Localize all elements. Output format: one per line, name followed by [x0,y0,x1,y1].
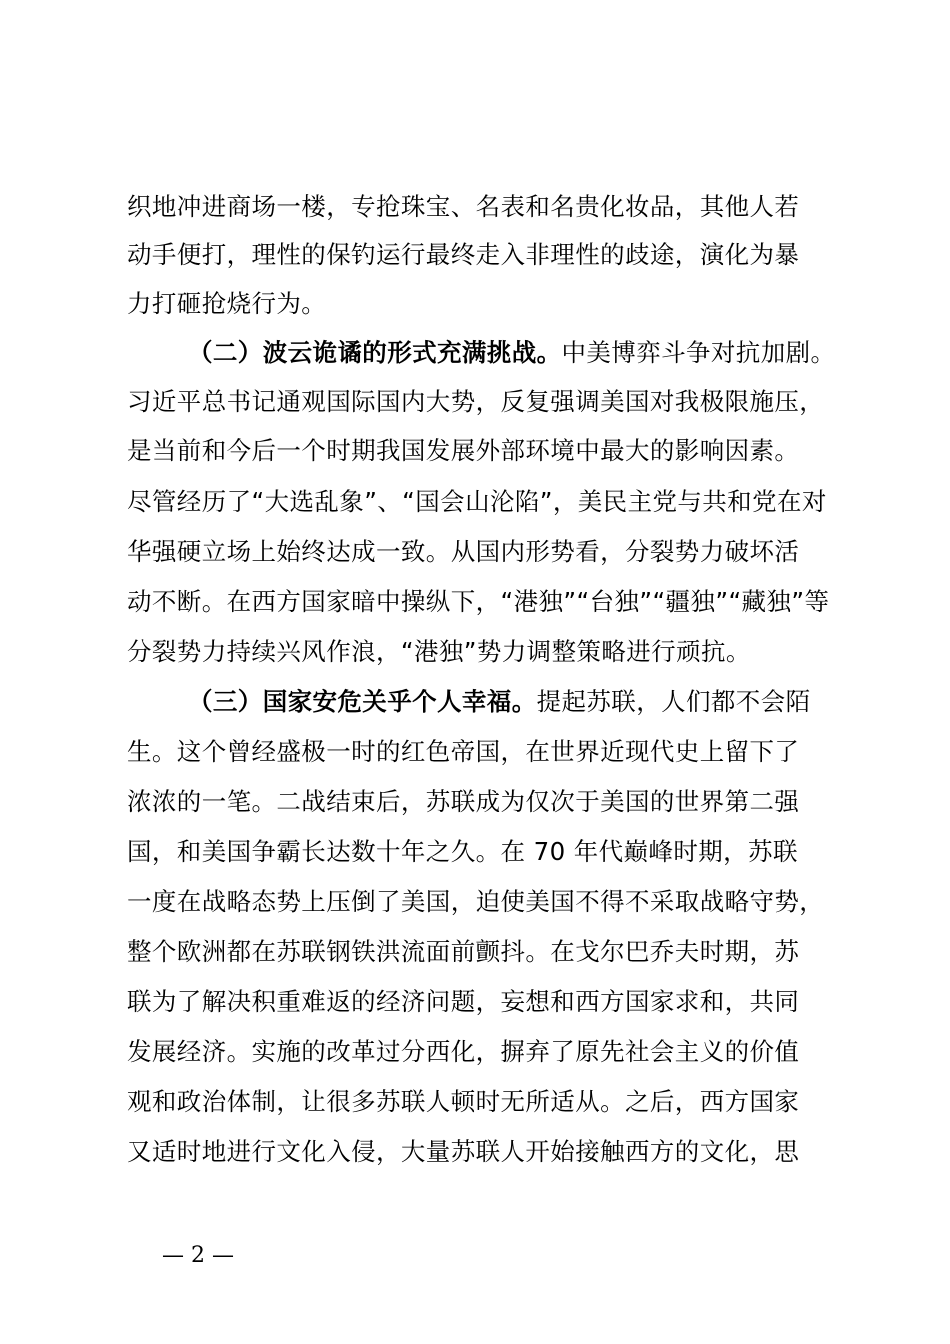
body-line: 动不断。在西方国家暗中操纵下，“港独”“台独”“疆独”“藏独”等 [127,587,830,616]
body-line: 动手便打，理性的保钓运行最终走入非理性的歧途，演化为暴 [127,240,800,269]
section-heading-2: （二）波云诡谲的形式充满挑战。 [188,338,562,367]
body-line: 一度在战略态势上压倒了美国，迫使美国不得不采取战略守势， [127,887,825,916]
body-line: 联为了解决积重难返的经济问题，妄想和西方国家求和，共同 [127,987,800,1016]
body-line: 习近平总书记通观国际国内大势，反复强调美国对我极限施压， [127,387,825,416]
page-number: — 2 — [162,1243,234,1268]
body-line: 又适时地进行文化入侵，大量苏联人开始接触西方的文化，思 [127,1137,800,1166]
body-line: 力打砸抢烧行为。 [127,289,327,318]
section-heading-3: （三）国家安危关乎个人幸福。 [188,687,537,716]
body-line: 织地冲进商场一楼，专抢珠宝、名表和名贵化妆品，其他人若 [127,192,800,221]
body-text: 提起苏联，人们都不会陌 [536,687,811,716]
body-line: 国，和美国争霸长达数十年之久。在 70 年代巅峰时期，苏联 [127,837,798,866]
paragraph-line-first [188,338,836,368]
body-line: 浓浓的一笔。二战结束后，苏联成为仅次于美国的世界第二强 [127,787,800,816]
body-line: 发展经济。实施的改革过分西化，摒弃了原先社会主义的价值 [127,1037,800,1066]
body-line: 整个欧洲都在苏联钢铁洪流面前颤抖。在戈尔巴乔夫时期，苏 [127,937,800,966]
body-line: 是当前和今后一个时期我国发展外部环境中最大的影响因素。 [127,436,800,465]
body-line: 分裂势力持续兴风作浪，“港独”势力调整策略进行顽抗。 [127,637,751,666]
body-line: 华强硬立场上始终达成一致。从国内形势看，分裂势力破坏活 [127,537,800,566]
body-line: 观和政治体制，让很多苏联人顿时无所适从。之后，西方国家 [127,1087,800,1116]
body-line: 生。这个曾经盛极一时的红色帝国，在世界近现代史上留下了 [127,737,800,766]
body-line: 尽管经历了“大选乱象”、“国会山沦陷”，美民主党与共和党在对 [127,487,827,516]
body-text: 中美博弈斗争对抗加剧。 [561,338,836,367]
paragraph-line-first [188,687,828,717]
